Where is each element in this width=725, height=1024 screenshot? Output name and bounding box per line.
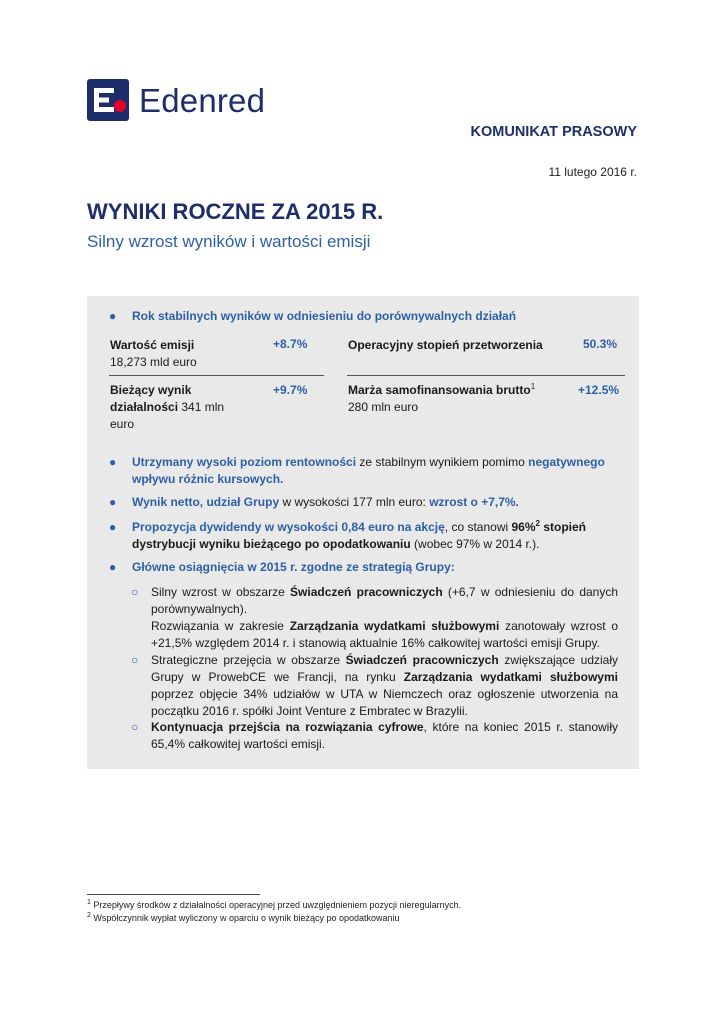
kpi-operating-result-label-1: Bieżący wynik: [110, 383, 192, 397]
sub-bullet-icon: ○: [131, 585, 139, 599]
footnote-1: $^1$ Przepływy środków z działalności operacyjnej przed uwzględnieniem pozycji nieregularnych.: [87, 899, 462, 910]
bullet-net-result: Wynik netto, udział Grupy w wysokości 177 mln euro: wzrost o +7,7%.: [132, 495, 519, 509]
brand-name: Edenred: [139, 82, 266, 119]
bullet-profitability: Utrzymany wysoki poziom rentowności ze stabilnym wynikiem pomimo negatywnego wpływu różnic kursowych.: [132, 455, 605, 486]
bullet-icon: ●: [109, 560, 117, 574]
bullet-icon: ●: [109, 309, 117, 323]
kpi-operating-result-change: +9.7%: [273, 383, 308, 397]
kpi-issue-value: [110, 337, 197, 371]
sub-item-employee-benefits: Silny wzrost w obszarze Świadczeń pracowniczych (+6,7 w odniesieniu do danych porównywalnych). Rozwiązania w zakresie Zarządzania wydatkami służbowymi zanotowały wzrost o +21,5% względem 2014 r. i stanowią aktualnie 16% całkowitej wartości emisji Grupy.: [151, 585, 619, 650]
document-subtitle: Silny wzrost wyników i wartości emisji: [87, 232, 371, 251]
sub-item-acquisitions: Strategiczne przejęcia w obszarze Świadczeń pracowniczych zwiększające udziały Grupy w ProwebCE we Francji, na rynku Zarządzania wydatkami służbowymi poprzez objęcie 34% udziałów w UTA w Niemczech oraz ogłoszenie utworzenia na początku 2016 r. spółki Joint Venture z Embratec w Brazylii.: [151, 653, 619, 718]
kpi-processing-rate-value: 50.3%: [583, 337, 618, 351]
press-release-label: KOMUNIKAT PRASOWY: [470, 124, 637, 140]
footnote-ref-2: 2: [535, 519, 540, 528]
footnote-2: $^2$ Współczynnik wypłat wyliczony w oparciu o wynik bieżący po opodatkowaniu: [87, 912, 400, 923]
sub-bullet-icon: ○: [131, 720, 139, 734]
kpi-margin-change: +12.5%: [578, 383, 620, 397]
footnote-ref-1: 1: [530, 382, 536, 391]
kpi-operating-result: [110, 382, 224, 433]
kpi-operating-result-label-2: działalności: [110, 400, 179, 414]
kpi-margin-label: Marża samofinansowania brutto: [348, 383, 531, 397]
edenred-logo: [87, 79, 277, 123]
highlights-headline: Rok stabilnych wyników w odniesieniu do porównywalnych działań: [132, 309, 517, 323]
kpi-processing-rate-label: Operacyjny stopień przetworzenia: [348, 338, 543, 352]
bullet-dividend: Propozycja dywidendy w wysokości 0,84 euro na akcję, co stanowi 96%$^2$ stopień dystrybucji wyniku bieżącego po opodatkowaniu (wobec 97% w 2014 r.).: [132, 519, 586, 551]
kpi-operating-result-amount-1: 341 mln: [178, 400, 225, 414]
kpi-issue-value-label: Wartość emisji: [110, 338, 195, 352]
kpi-margin-amount: 280 mln euro: [348, 400, 419, 414]
bullet-icon: ●: [109, 495, 117, 509]
kpi-operating-result-amount-2: euro: [110, 417, 135, 431]
divider: [347, 375, 625, 376]
bullet-icon: ●: [109, 520, 117, 534]
release-date: 11 lutego 2016 r.: [548, 165, 637, 179]
divider: [109, 375, 324, 376]
footnote-divider: [87, 894, 260, 895]
highlights-box: [87, 296, 639, 769]
kpi-issue-value-change: +8.7%: [273, 337, 308, 351]
sub-item-digital: Kontynuacja przejścia na rozwiązania cyfrowe, które na koniec 2015 r. stanowiły 65,4% całkowitej wartości emisji.: [151, 720, 618, 751]
bullet-achievements: Główne osiągnięcia w 2015 r. zgodne ze strategią Grupy:: [132, 560, 455, 574]
edenred-logo-icon: [87, 79, 129, 121]
kpi-issue-value-amount: 18,273 mld euro: [110, 355, 197, 369]
document-title: WYNIKI ROCZNE ZA 2015 R.: [87, 199, 384, 224]
bullet-icon: ●: [109, 455, 117, 469]
kpi-margin: [348, 382, 535, 416]
sub-bullet-icon: ○: [131, 653, 139, 667]
